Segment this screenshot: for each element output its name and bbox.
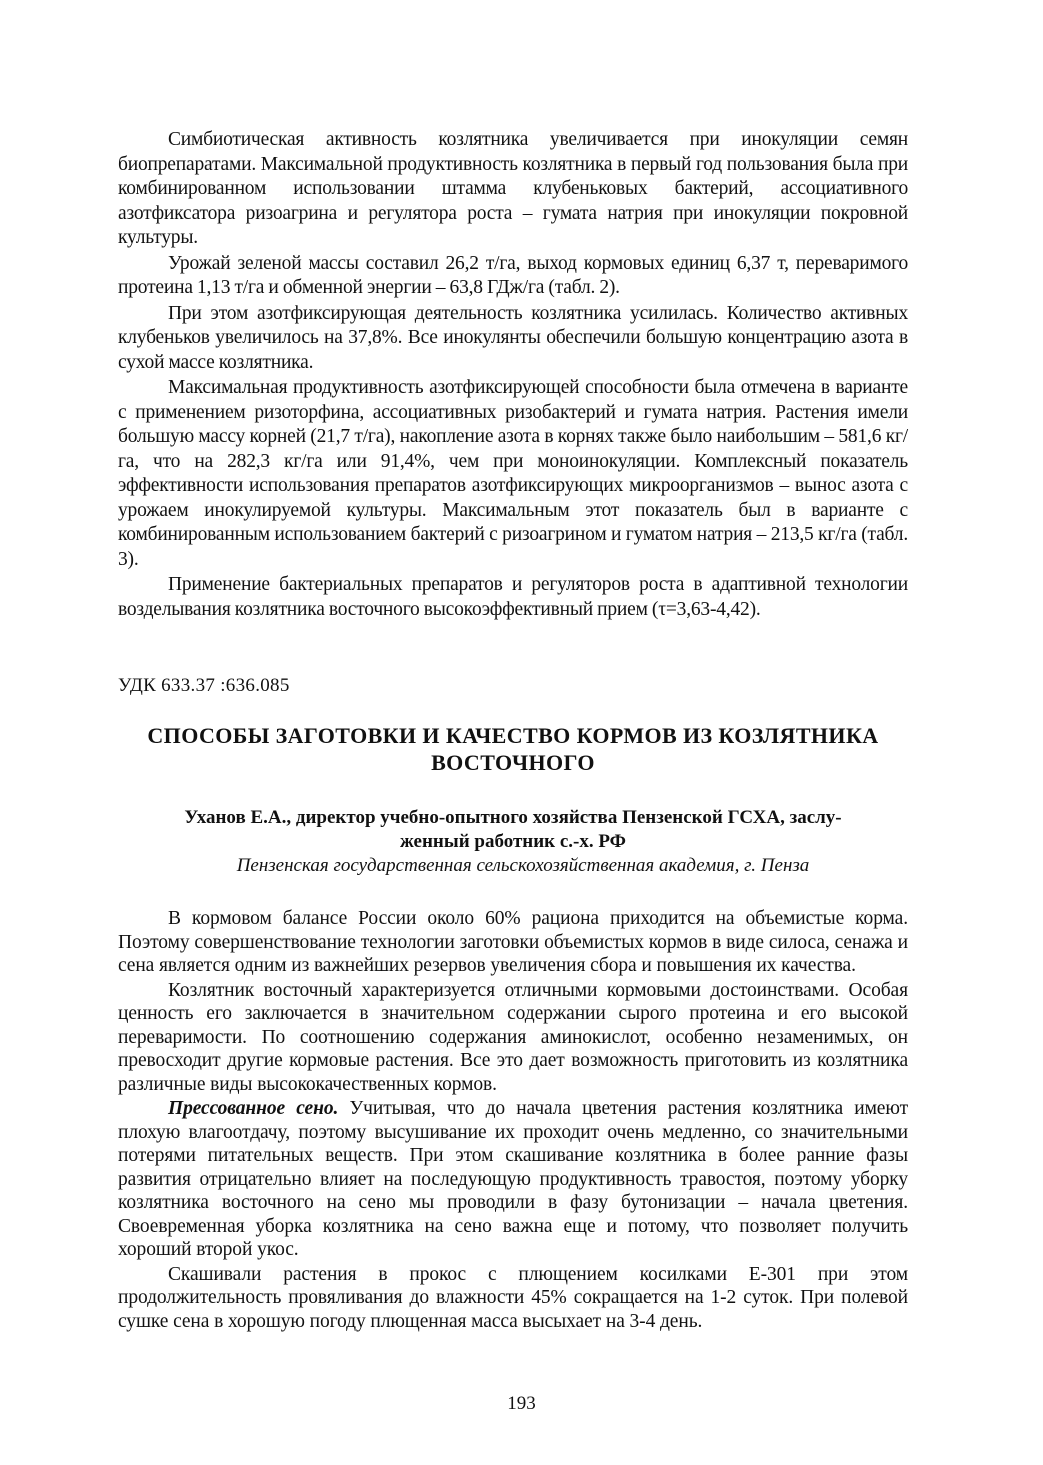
paragraph: Урожай зеленой массы составил 26,2 т/га, выход кормовых единиц 6,37 т, переваримого протеина 1,13 т/га и обменной энергии – 63,8 ГДж/га (табл. 2). — [118, 252, 908, 298]
paragraph: Максимальная продуктивность азотфиксирующей способности была отмечена в варианте с применением ризоторфина, ассоциативных ризобактерий и гумата натрия. Растения имели большую массу корней (21,7 т/га), накопление азота в корнях также было наибольшим – 581,6 кг/га, что на 282,3 кг/га или 91,4%, чем при моноинокуляции. Комплексный показатель эффективности использования препаратов азотфиксирующих микроорганизмов – вынос азота с урожаем инокулируемой культуры. Максимальным этот показатель был в варианте с комбинированным использованием бактерий с ризоагрином и гуматом натрия – 213,5 кг/га (табл. 3). — [118, 377, 908, 570]
author-block — [118, 806, 908, 854]
section-1 — [118, 128, 908, 622]
paragraph — [118, 1097, 908, 1262]
article-title-line: ВОСТОЧНОГО — [431, 750, 595, 775]
page-number: 193 — [507, 1393, 536, 1414]
paragraph: При этом азотфиксирующая деятельность козлятника усилилась. Количество активных клубеньков увеличилось на 37,8%. Все инокулянты обеспечили большую концентрацию азота в сухой массе козлятника. — [118, 302, 908, 373]
paragraph: В кормовом балансе России около 60% рациона приходится на объемистые корма. Поэтому совершенствование технологии заготовки объемистых кормов в виде силоса, сенажа и сена является одним из важнейших резервов увеличения сбора и повышения их качества. — [118, 908, 908, 976]
section-2 — [118, 907, 908, 1333]
author-line: Уханов Е.А., директор учебно-опытного хозяйства Пензенской ГСХА, заслу- — [184, 807, 842, 828]
paragraph-lead-in: Прессованное сено. — [168, 1098, 339, 1119]
article-title — [118, 722, 908, 776]
article-title-line: СПОСОБЫ ЗАГОТОВКИ И КАЧЕСТВО КОРМОВ ИЗ КОЗЛЯТНИКА — [147, 723, 879, 748]
paragraph: Скашивали растения в прокос с плющением косилками Е-301 при этом продолжительность провяливания до влажности 45% сокращается на 1-2 суток. При полевой сушке сена в хорошую погоду плющенная масса высыхает на 3-4 день. — [118, 1263, 908, 1332]
paragraph: Козлятник восточный характеризуется отличными кормовыми достоинствами. Особая ценность его заключается в значительном содержании сырого протеина и его высокой переваримости. По соотношению содержания аминокислот, особенно незаменимых, он превосходит другие кормовые растения. Все это дает возможность приготовить из козлятника различные виды высококачественных кормов. — [118, 979, 908, 1095]
paragraph: Симбиотическая активность козлятника увеличивается при инокуляции семян биопрепаратами. Максимальной продуктивность козлятника в первый год пользования была при комбинированном использовании штамма клубеньковых бактерий, ассоциативного азотфиксатора ризоагрина и регулятора роста – гумата натрия при инокуляции покровной культуры. — [118, 129, 908, 248]
page-content — [118, 128, 908, 1334]
author-line: женный работник с.-х. РФ — [400, 831, 626, 852]
udk-code: УДК 633.37 :636.085 — [118, 675, 290, 696]
paragraph: Применение бактериальных препаратов и регуляторов роста в адаптивной технологии возделывания козлятника восточного высокоэффективный прием (τ=3,63-4,42). — [118, 574, 908, 620]
paragraph-text: Учитывая, что до начала цветения растения козлятника имеют плохую влагоотдачу, поэтому высушивание их проходит очень медленно, со значительными потерями питательных веществ. При этом скашивание козлятника в более ранние фазы развития отрицательно влияет на последующую продуктивность травостоя, поэтому уборку козлятника восточного на сено мы проводили в фазу бутонизации – начала цветения. Своевременная уборка козлятника на сено важна еще и потому, что позволяет получить хороший второй укос. — [118, 1098, 908, 1260]
affiliation: Пензенская государственная сельскохозяйственная академия, г. Пенза — [236, 855, 810, 876]
